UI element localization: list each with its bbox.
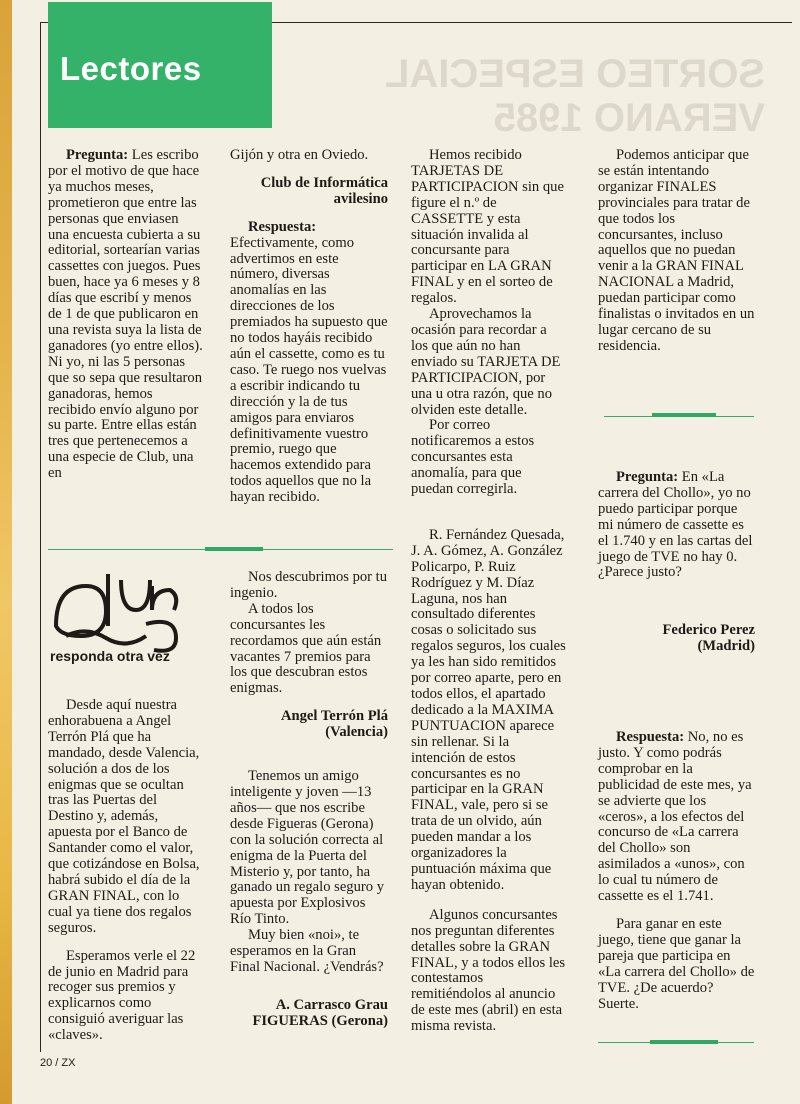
signature-federico-place: (Madrid) [697, 638, 755, 655]
closing-paragraph: Esperamos verle el 22 de junio en Madrid para recoger sus premios y explicarnos como consiguió averiguar las «claves». [48, 947, 196, 1044]
divider-accent [205, 547, 263, 551]
paragraph-finales-provinciales: Podemos anticipar que se están intentando organizar FINALES provinciales para tratar de que todos los concursantes, incluso aquellos que no puedan venir a la GRAN FINAL NACIONAL a Madrid, puedan participar como finalistas o invitados en un lugar cercano de su residencia. [598, 147, 755, 354]
question-label: Pregunta: [66, 147, 129, 163]
column-3 [411, 148, 567, 1035]
letter-continuation: Gijón y otra en Oviedo. [230, 147, 369, 163]
letter-paragraph [48, 148, 203, 482]
paragraph-consultas: R. Fernández Quesada, J. A. Gómez, A. González Policarpo, P. Ruiz Rodríguez y M. Díaz Laguna, nos han consultado diferentes cosas o solicitado sus regalos seguros, los cuales ya les han sido remitidos por correo aparte, pero en todos ellos, el apartado dedicado a la MAXIMA PUNTUACION aparece sin rellenar. Si la intención de estos concursantes es no participar en la GRAN FINAL, vale, pero si se trata de un olvido, aún pueden mandar a los organizadores la puntuación máxima que hayan obtenido. [411, 526, 566, 893]
answer-label: Respuesta: [248, 218, 317, 235]
answer-text: Efectivamente, como advertimos en este número, diversas anomalías en las direcciones de los premiados ha supuesto que no todos hayáis recibido aún el cassette, como es tu caso. Te ruego nos vuelvas a escribir indicando tu dirección y la de tus amigos para enviaros definitivamente vuestro premio, ruego que hacemos extendido para todos aquellos que no la hayan recibido. [230, 234, 388, 506]
question-text-chollo: En «La carrera del Chollo», yo no puedo participar porque mi número de cassette es el 1.740 y en las cartas del juego de TVE no hay 0. ¿Parece justo? [598, 469, 753, 581]
signature-club-place: avilesino [333, 190, 388, 207]
club-uno-dos-tres-logo [46, 566, 182, 668]
paragraph-noi: Muy bien «noi», te esperamos en la Gran Final Nacional. ¿Vendrás? [230, 927, 384, 975]
answer-label-chollo: Respuesta: [616, 729, 685, 745]
paragraph-correo: Por correo notificaremos a estos concursantes esta anomalía, para que puedan corregirla. [411, 417, 535, 498]
frame-line-left [40, 22, 41, 1052]
signature-club: Club de Informática [260, 174, 388, 191]
column-1-lower [48, 698, 203, 1044]
column-2-lower [230, 570, 388, 1030]
column-4-upper [598, 148, 755, 355]
column-1-letter [48, 148, 203, 482]
column-2-upper [230, 148, 388, 506]
signature-federico: Federico Perez [662, 622, 755, 639]
section-title: Lectores [60, 50, 202, 87]
paragraph-figueras: Tenemos un amigo inteligente y joven —13 años— que nos escribe desde Figueras (Gerona) con la solución correcta al enigma de la Puerta del Misterio y, por tanto, ha ganado un regalo seguro y apuesta por Explosivos Río Tinto. [230, 768, 384, 928]
question-text: Les escribo por el motivo de que hace ya muchos meses, prometieron que entre las personas que enviasen una encuesta cubierta a su editorial, sortearían varias cassettes con juegos. Pues buen, hace ya 6 meses y 8 días que escribí y menos de 1 de que publicaron en una revista suya la lista de ganadores (yo entre ellos). Ni yo, ni las 5 personas que so sepa que resultaron ganadoras, hemos recibido envío alguno por su parte. Entre ellas están tres que pertenecemos a una especie de Club, una en [48, 147, 203, 482]
divider-accent-col4-a [652, 413, 716, 417]
paragraph-vacantes: A todos los concursantes les recordamos que aún están vacantes 7 premios para los que descubran estos enigmas. [230, 600, 382, 697]
magazine-spine-edge [0, 0, 12, 1104]
column-4-answer [598, 730, 755, 1012]
page-footer: 20 / ZX [40, 1057, 76, 1069]
show-through-ad-text [345, 52, 765, 142]
question-label-chollo: Pregunta: [616, 469, 679, 485]
signature-carrasco-place: FIGUERAS (Gerona) [252, 1012, 388, 1029]
paragraph-tarjetas: Hemos recibido TARJETAS DE PARTICIPACION sin que figure el n.º de CASSETTE y esta situación invalida al concursante para participar en LA GRAN FINAL y en el sorteo de regalos. [411, 147, 564, 307]
paragraph-suerte: Para ganar en este juego, tiene que ganar la pareja que participa en «La carrera del Chollo» de TVE. ¿De acuerdo? Suerte. [598, 915, 755, 1012]
logo-tagline: responda otra vez [50, 648, 170, 664]
signature-angel-place: (Valencia) [325, 724, 388, 741]
divider-accent-col4-b [650, 1040, 718, 1044]
signature-angel: Angel Terrón Plá [280, 708, 388, 725]
signature-carrasco: A. Carrasco Grau [275, 996, 388, 1013]
ghost-line-1: SORTEO ESPECIAL [384, 52, 765, 96]
paragraph-recordar: Aprovechamos la ocasión para recordar a los que aún no han enviado su TARJETA DE PARTICIPACION, por una u otra razón, que no olviden este detalle. [411, 306, 561, 418]
paragraph-ingenio: Nos descubrimos por tu ingenio. [230, 569, 388, 601]
column-4-question [598, 470, 755, 655]
congrats-paragraph: Desde aquí nuestra enhorabuena a Angel Terrón Plá que ha mandado, desde Valencia, solución a dos de los enigmas que se ocultan tras las Puertas del Destino y, además, apuesta por el Banco de Santander como el valor, que cotizándose en Bolsa, habrá subido el día de la GRAN FINAL, con lo cual ya tiene dos regalos seguros. [48, 697, 200, 936]
answer-text-chollo: No, no es justo. Y como podrás comprobar en la publicidad de este mes, ya se advierte que los «ceros», a los efectos del concurso de «La carrera del Chollo» son asimilados a «unos», con lo cual tu número de cassette es el 1.741. [598, 729, 752, 905]
paragraph-gran-final: Algunos concursantes nos preguntan diferentes detalles sobre la GRAN FINAL, y a todos ellos les contestamos remitiéndolos al anuncio de este mes (abril) en esta misma revista. [411, 906, 566, 1035]
ghost-line-2: VERANO 1985 [493, 96, 765, 140]
